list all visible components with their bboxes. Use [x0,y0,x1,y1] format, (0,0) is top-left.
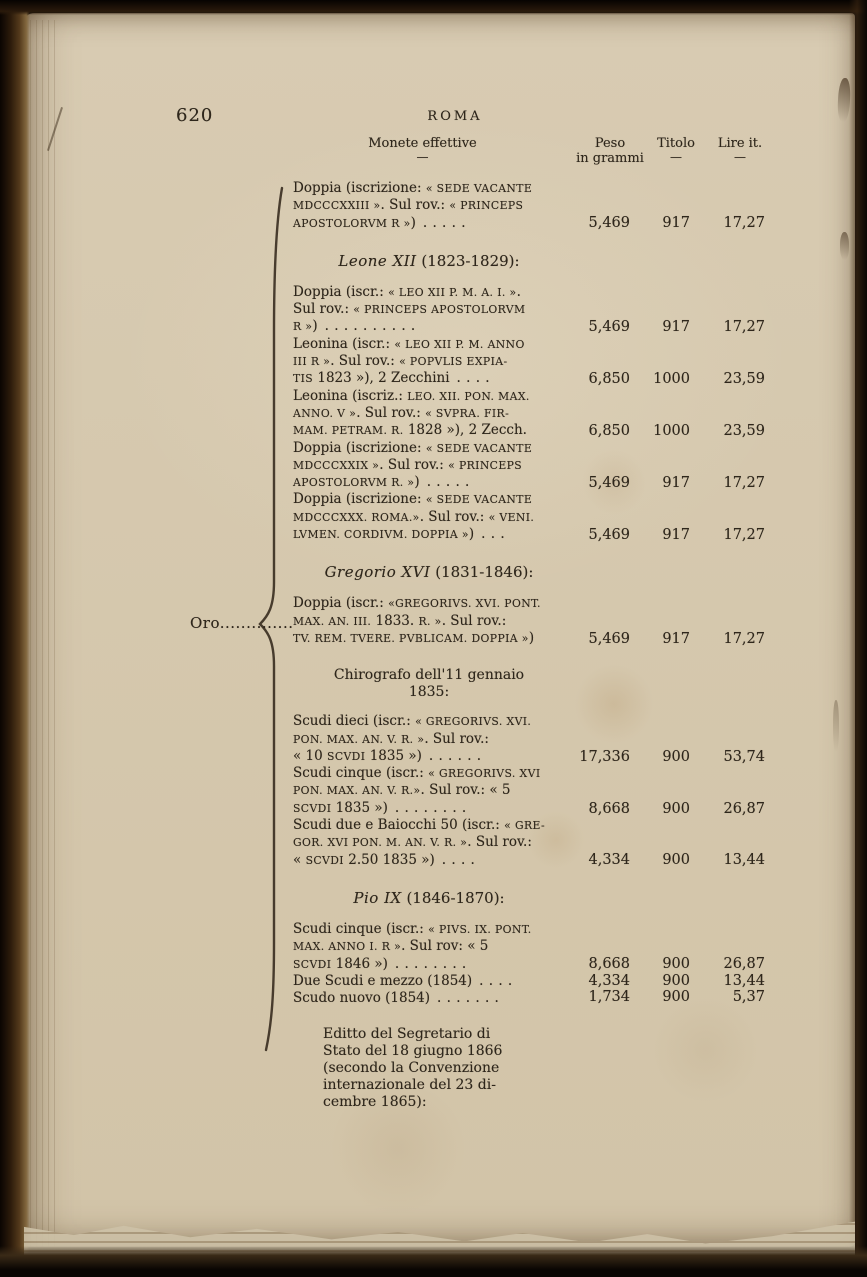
entry-text: . Sul rov.: [379,456,449,473]
column-header-peso-sub: in grammi [576,151,644,166]
entry-text: . Sul rov.: [356,404,426,421]
inscription-text: « SEDE VACANTE [425,182,533,195]
entry-text: . Sul rov.: [330,353,400,370]
entry-text: ) [312,318,318,335]
entry-text: « [293,851,306,868]
table-row [293,284,765,336]
book-edge-bottom [0,1246,867,1277]
column-header-titolo-label: Titolo [657,136,695,151]
entry-description [293,765,565,817]
entry-text: Doppia (iscr.: [293,283,389,300]
section-heading [293,1026,565,1111]
inscription-text: TIS [293,372,314,386]
value-titolo: 900 [662,972,690,989]
entry-text: ) [410,214,416,231]
entry-text: ) [528,629,535,646]
entry-description [293,180,565,232]
value-lire: 17,27 [723,474,765,491]
entry-line [293,782,565,799]
entry-description [293,440,565,492]
entry-line [293,197,565,214]
value-lire: 17,27 [723,319,765,336]
entry-text: . Sul rov.: [419,508,489,525]
entry-line [293,180,565,197]
entry-text: 1823 »), 2 Zecchini [313,370,450,387]
heading-line: internazionale del 23 di- [323,1076,496,1093]
value-titolo: 917 [662,474,690,491]
entry-line [293,612,565,630]
entry-text: 1846 ») [331,955,388,972]
entry-text: « 10 [293,747,328,764]
inscription-text: « GREGORIVS. XVI [428,767,541,781]
entry-line [293,335,565,353]
entry-line [293,318,565,335]
value-titolo: 900 [662,852,690,869]
inscription-text: PON. MAX. AN. V. R.» [293,784,421,798]
entry-line [293,713,565,730]
table-row [293,817,765,869]
inscription-text: MDCCCXXIII » [293,199,381,213]
heading-line: 1835: [408,684,450,701]
entry-line [293,422,565,439]
value-lire: 5,37 [732,989,765,1006]
entry-description [293,973,565,989]
entry-text: Scudo nuovo (1854) [293,989,431,1006]
entry-line [293,955,565,973]
entry-text: 1835 ») [331,799,388,816]
inscription-text: III R » [293,355,331,369]
value-peso: 6,850 [588,423,630,440]
entry-text: 1833. [371,612,419,629]
entry-text: Sul rov.: [293,301,354,318]
entry-line [293,747,565,765]
value-titolo: 900 [662,956,690,973]
inscription-text: « PRINCEPS [449,199,524,213]
entry-description [293,595,565,647]
table-row [293,595,765,647]
entry-text: . Sul rov.: [441,612,507,629]
column-header-titolo [642,136,710,164]
value-peso: 5,469 [588,526,630,543]
value-titolo: 900 [662,748,690,765]
entry-text: . Sul rov.: [424,730,489,747]
entry-line [293,817,565,834]
value-peso: 8,668 [588,956,630,973]
inscription-text: MAX. ANNO I. R » [293,940,402,954]
dot-leader: . . . . [479,973,513,989]
value-lire: 13,44 [723,972,765,989]
dot-leader: . . . . . . [428,747,482,764]
inscription-text: LEO. XII. PON. MAX. [407,389,530,403]
entry-line [293,301,565,318]
inscription-text: R » [293,320,313,334]
entry-line [293,526,565,543]
inscription-text: SCVDI [305,853,344,867]
dot-leader: . . . . [441,851,475,868]
dot-leader: . . . . . [422,214,466,231]
entry-line [293,765,565,782]
entry-text: Due Scudi e mezzo (1854) [293,973,473,989]
pope-name: Pio IX [353,888,402,907]
inscription-text: « SEDE VACANTE [425,493,533,507]
entry-line [293,595,565,612]
entry-description [293,817,565,869]
table-row [293,388,765,440]
entry-text: Doppia (iscrizione: [293,491,426,508]
value-titolo: 1000 [653,423,690,440]
entry-line [293,834,565,851]
dot-leader: . . . . . . . [437,989,499,1006]
entry-text: . [516,283,521,300]
value-titolo: 900 [662,800,690,817]
table-row [293,921,765,973]
entry-line [293,439,565,457]
entry-text: Doppia (iscr.: [293,595,389,612]
value-peso: 17,336 [579,748,630,765]
column-header-lire-label: Lire it. [717,136,763,151]
dot-leader: . . . . . . . . [394,799,467,816]
book-edge-right [849,0,867,1277]
entry-text: 1835 ») [365,747,422,764]
inscription-text: « PRINCEPS APOSTOLORVM [353,303,526,317]
entry-line [293,387,565,405]
entry-line [293,370,565,387]
value-peso: 5,469 [588,474,630,491]
value-lire: 23,59 [723,423,765,440]
value-titolo: 900 [662,989,690,1006]
section-heading [293,667,565,701]
oro-group-label: Oro.............. [190,614,294,632]
entry-text: Scudi due e Baiocchi 50 (iscr.: [293,817,505,834]
inscription-text: ANNO. V » [293,406,357,420]
inscription-text: « SVPRA. FIR- [425,406,510,420]
inscription-text: MAM. PETRAM. R. [293,424,404,438]
entry-description [293,921,565,973]
entry-line [293,989,565,1006]
inscription-text: « VENI. [488,510,535,524]
table-row [293,989,765,1006]
inscription-text: « LEO XII P. M. ANNO [394,337,525,351]
heading-line: cembre 1865): [323,1093,427,1110]
binding-mark [840,232,849,260]
dot-leader: . . . . . [426,474,470,491]
column-header-peso-label: Peso [594,136,626,151]
table-row [293,180,765,232]
column-header-lire-dash: — [734,150,746,164]
table-row [293,765,765,817]
entry-description [293,388,565,440]
table-row [293,491,765,543]
pope-name: Leone XII [338,251,417,270]
value-titolo: 917 [662,215,690,232]
inscription-text: MDCCCXXX. ROMA.» [293,510,420,524]
entry-line [293,456,565,474]
value-peso: 5,469 [588,630,630,647]
running-head: ROMA [427,109,483,124]
binding-mark [833,700,839,752]
table-row [293,336,765,388]
table-row [293,440,765,492]
inscription-text: R. » [418,614,442,628]
entry-line [293,973,565,989]
heading-line: Stato del 18 giugno 1866 [323,1042,503,1059]
value-lire: 26,87 [723,956,765,973]
book-edge-left [0,0,30,1277]
entry-description [293,284,565,336]
entry-line [293,851,565,869]
dot-leader: . . . . [456,370,490,387]
dot-leader: . . . [481,526,505,543]
entry-text: Leonina (iscr.: [293,335,395,352]
value-peso: 6,850 [588,371,630,388]
heading-line: Editto del Segretario di [323,1025,491,1042]
entry-description [293,713,565,765]
inscription-text: APOSTOLORVM R » [293,216,411,230]
value-lire: 13,44 [723,852,765,869]
value-lire: 53,74 [723,748,765,765]
entry-line [293,799,565,817]
inscription-text: PON. MAX. AN. V. R. » [293,732,425,746]
heading-line: (secondo la Convenzione [323,1059,500,1076]
entry-text: . Sul rov.: « 5 [420,782,511,799]
inscription-text: MAX. AN. III. [293,614,372,628]
entry-line [293,474,565,491]
entry-description [293,990,565,1006]
entry-text: Leonina (iscriz.: [293,387,408,404]
value-titolo: 1000 [653,371,690,388]
entry-line [293,353,565,370]
inscription-text: « PRINCEPS [448,458,523,472]
dot-leader: . . . . . . . . . . [324,318,416,335]
entry-text: 1828 »), 2 Zecch. [403,422,527,439]
section-heading: Leone XII (1823-1829): [338,251,520,270]
dot-leader: . . . . . . . . [394,955,467,972]
entry-line [293,920,565,938]
inscription-text: « PIVS. IX. PONT. [428,922,532,936]
value-peso: 5,469 [588,215,630,232]
inscription-text: SCVDI [293,957,332,971]
entry-text: . Sul rov.: [467,834,532,851]
entry-text: 2.50 1835 ») [343,851,435,868]
coin-table [293,180,765,1123]
entry-text: Scudi dieci (iscr.: [293,713,416,730]
inscription-text: TV. REM. TVERE. PVBLICAM. DOPPIA » [293,631,529,645]
value-lire: 17,27 [723,215,765,232]
entry-text: Doppia (iscrizione: [293,180,426,196]
entry-line [293,938,565,955]
inscription-text: MDCCCXXIX » [293,458,380,472]
entry-text: . Sul rov: « 5 [401,938,489,955]
entry-line [293,214,565,232]
column-header-monete-label: Monete effettive [368,136,477,151]
inscription-text: SCVDI [293,801,332,815]
entry-line [293,283,565,301]
column-header-monete [330,136,515,164]
pope-name: Gregorio XVI [324,563,431,582]
value-lire: 17,27 [723,526,765,543]
entry-text: ) [468,526,475,543]
value-peso: 4,334 [588,852,630,869]
inscription-text: « GREGORIVS. XVI. [415,715,532,729]
heading-line: Chirografo dell'11 gennaio [333,667,525,684]
entry-line [293,508,565,526]
entry-description [293,336,565,388]
value-titolo: 917 [662,526,690,543]
inscription-text: «GREGORIVS. XVI. PONT. [388,597,541,611]
inscription-text: APOSTOLORVM R. » [293,476,415,490]
inscription-text: « SEDE VACANTE [425,441,533,455]
value-lire: 26,87 [723,800,765,817]
entry-description [293,491,565,543]
entry-text: . Sul rov.: [380,197,450,214]
entry-text: ) [414,474,420,491]
entry-line [293,730,565,748]
entry-text: Scudi cinque (iscr.: [293,765,429,782]
inscription-text: SCVDI [327,749,366,763]
section-heading: Gregorio XVI (1831-1846): [324,563,534,582]
column-header-titolo-dash: — [670,150,682,164]
value-lire: 23,59 [723,371,765,388]
entry-line [293,491,565,508]
section-heading: Pio IX (1846-1870): [353,888,505,907]
book-edge-top [0,0,867,15]
entry-line [293,629,565,647]
page-number: 620 [176,105,214,126]
value-lire: 17,27 [723,630,765,647]
entry-text: Scudi cinque (iscr.: [293,920,429,937]
inscription-text: « LEO XII P. M. A. I. » [388,285,517,299]
inscription-text: « GRE- [504,819,546,833]
value-titolo: 917 [662,630,690,647]
inscription-text: GOR. XVI PON. M. AN. V. R. » [293,836,468,850]
entry-line [293,404,565,422]
value-titolo: 917 [662,319,690,336]
inscription-text: « POPVLIS EXPIA- [399,355,508,369]
value-peso: 5,469 [588,319,630,336]
table-row [293,973,765,990]
column-header-monete-dash: — [416,150,429,164]
entry-text: Doppia (iscrizione: [293,439,426,456]
column-header-lire [702,136,778,164]
value-peso: 1,734 [588,989,630,1006]
table-row [293,713,765,765]
inscription-text: LVMEN. CORDIVM. DOPPIA » [293,528,469,542]
value-peso: 4,334 [588,972,630,989]
value-peso: 8,668 [588,800,630,817]
